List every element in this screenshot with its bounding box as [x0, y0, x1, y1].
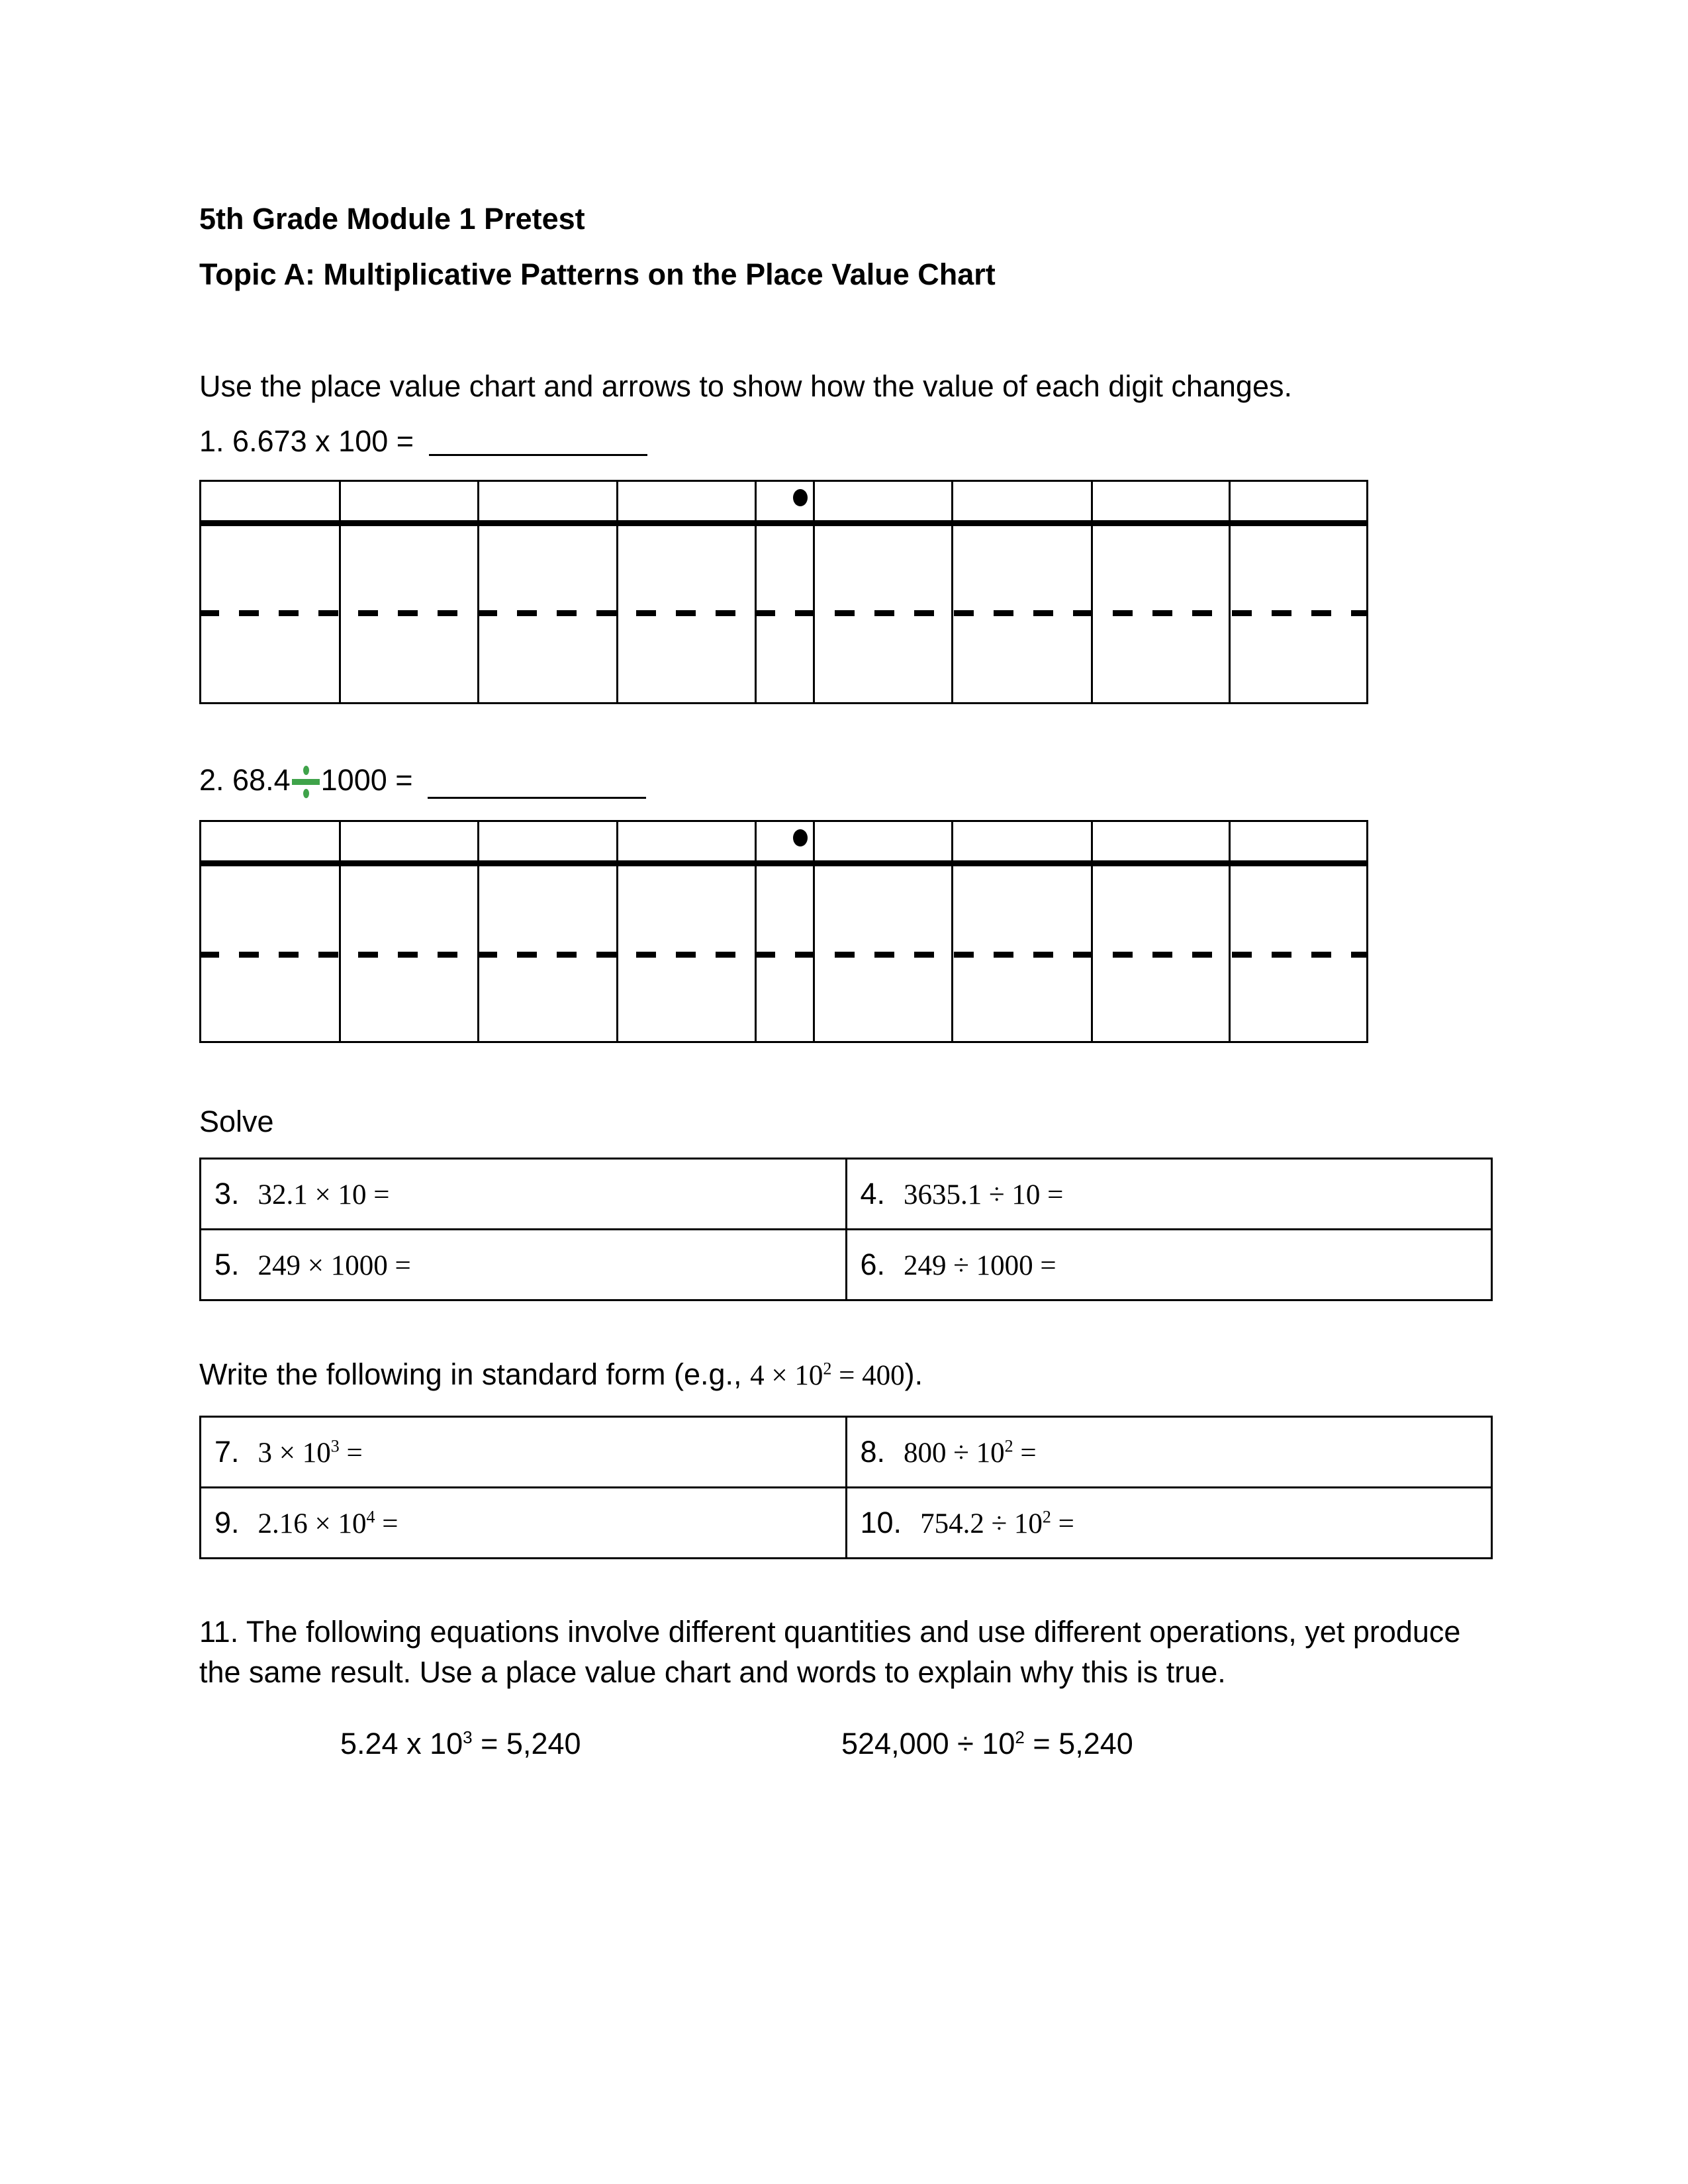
column-divider — [813, 480, 815, 704]
equals: = — [339, 1437, 363, 1469]
exponent: 4 — [366, 1507, 375, 1527]
table-row — [201, 1230, 1492, 1300]
equation-2 — [841, 1729, 1133, 1758]
instruction-text: Use the place value chart and arrows to show how the value of each digit changes. — [199, 369, 1292, 403]
page-subtitle: Topic A: Multiplicative Patterns on the Place Value Chart — [199, 257, 996, 291]
table-row — [201, 1488, 1492, 1559]
column-divider — [951, 480, 953, 704]
problem-7[interactable] — [201, 1417, 847, 1488]
column-divider — [951, 820, 953, 1043]
column-divider — [1091, 820, 1093, 1043]
column-divider — [616, 820, 618, 1043]
problem-expression: 3635.1 ÷ 10 = — [904, 1179, 1064, 1210]
problem-expression: 249 × 1000 = — [258, 1250, 411, 1281]
base: 754.2 ÷ 10 — [920, 1508, 1043, 1539]
equation-base: 5.24 x 10 — [340, 1727, 463, 1760]
equation-exponent: 2 — [1015, 1727, 1025, 1747]
equation-exponent: 3 — [463, 1727, 473, 1747]
decimal-point-icon — [793, 829, 808, 846]
heading-text: Write the following in standard form (e.g., — [199, 1357, 742, 1391]
problem-number: 6. — [860, 1248, 886, 1281]
equals: = — [375, 1508, 399, 1539]
problem-9[interactable] — [201, 1488, 847, 1559]
problem-4[interactable] — [846, 1159, 1492, 1230]
standard-form-heading — [199, 1359, 923, 1390]
example-expression — [750, 1360, 905, 1391]
header-rule — [199, 520, 1368, 526]
heading-end: ). — [904, 1357, 923, 1391]
column-divider — [755, 480, 757, 704]
equation-base: 524,000 ÷ 10 — [841, 1727, 1015, 1760]
divide-icon — [292, 766, 320, 799]
equation-result: = 5,240 — [1024, 1727, 1133, 1760]
problem-expression — [904, 1437, 1037, 1469]
problem-expression: 249 ÷ 1000 = — [904, 1250, 1056, 1281]
question-11-line-1: 11. The following equations involve different quantities and use different operations, yet produce — [199, 1615, 1461, 1649]
example-result: = 400 — [831, 1360, 905, 1391]
problem-expression — [920, 1508, 1074, 1539]
column-divider — [477, 480, 479, 704]
problem-number: 4. — [860, 1177, 886, 1210]
problem-number: 7. — [214, 1435, 240, 1469]
exponent: 2 — [1042, 1507, 1051, 1527]
answer-blank[interactable] — [428, 772, 646, 799]
problem-number: 8. — [860, 1435, 886, 1469]
problem-number: 10. — [860, 1506, 902, 1539]
header-rule — [199, 860, 1368, 866]
standard-form-table — [199, 1416, 1493, 1559]
question-right-operand: 1000 = — [320, 763, 413, 797]
problem-10[interactable] — [846, 1488, 1492, 1559]
dashed-rule — [199, 952, 1368, 958]
decimal-point-icon — [793, 489, 808, 506]
answer-blank[interactable] — [429, 429, 647, 456]
equation-1 — [340, 1729, 581, 1758]
question-left-operand: 68.4 — [232, 763, 291, 797]
problem-5[interactable] — [201, 1230, 847, 1300]
column-divider — [1229, 820, 1231, 1043]
solve-table — [199, 1158, 1493, 1301]
question-11-line-2: the same result. Use a place value chart and words to explain why this is true. — [199, 1655, 1226, 1689]
column-divider — [813, 820, 815, 1043]
problem-number: 9. — [214, 1506, 240, 1539]
problem-3[interactable] — [201, 1159, 847, 1230]
chart-border — [199, 820, 1368, 1043]
problem-expression — [258, 1508, 399, 1539]
problem-number: 5. — [214, 1248, 240, 1281]
question-1 — [199, 426, 647, 456]
chart-border — [199, 480, 1368, 704]
problem-number: 3. — [214, 1177, 240, 1210]
column-divider — [339, 480, 341, 704]
question-2 — [199, 765, 646, 799]
exponent: 3 — [330, 1436, 340, 1456]
base: 800 ÷ 10 — [904, 1437, 1005, 1469]
problem-expression: 32.1 × 10 = — [258, 1179, 390, 1210]
place-value-chart-1[interactable] — [199, 480, 1368, 704]
solve-heading: Solve — [199, 1105, 274, 1138]
column-divider — [755, 820, 757, 1043]
example-exponent: 2 — [823, 1359, 832, 1379]
equals: = — [1051, 1508, 1074, 1539]
problem-8[interactable] — [846, 1417, 1492, 1488]
column-divider — [1091, 480, 1093, 704]
dashed-rule — [199, 610, 1368, 616]
table-row — [201, 1159, 1492, 1230]
equation-result: = 5,240 — [472, 1727, 581, 1760]
problem-6[interactable] — [846, 1230, 1492, 1300]
page-title: 5th Grade Module 1 Pretest — [199, 202, 585, 236]
column-divider — [616, 480, 618, 704]
question-number: 1. — [199, 424, 224, 458]
question-expression: 6.673 x 100 = — [232, 424, 414, 458]
base: 3 × 10 — [258, 1437, 331, 1469]
equals: = — [1013, 1437, 1037, 1469]
place-value-chart-2[interactable] — [199, 820, 1368, 1043]
column-divider — [339, 820, 341, 1043]
exponent: 2 — [1004, 1436, 1013, 1456]
example-base: 4 × 10 — [750, 1360, 823, 1391]
problem-expression — [258, 1437, 363, 1469]
table-row — [201, 1417, 1492, 1488]
base: 2.16 × 10 — [258, 1508, 367, 1539]
question-number: 2. — [199, 763, 224, 797]
column-divider — [477, 820, 479, 1043]
column-divider — [1229, 480, 1231, 704]
